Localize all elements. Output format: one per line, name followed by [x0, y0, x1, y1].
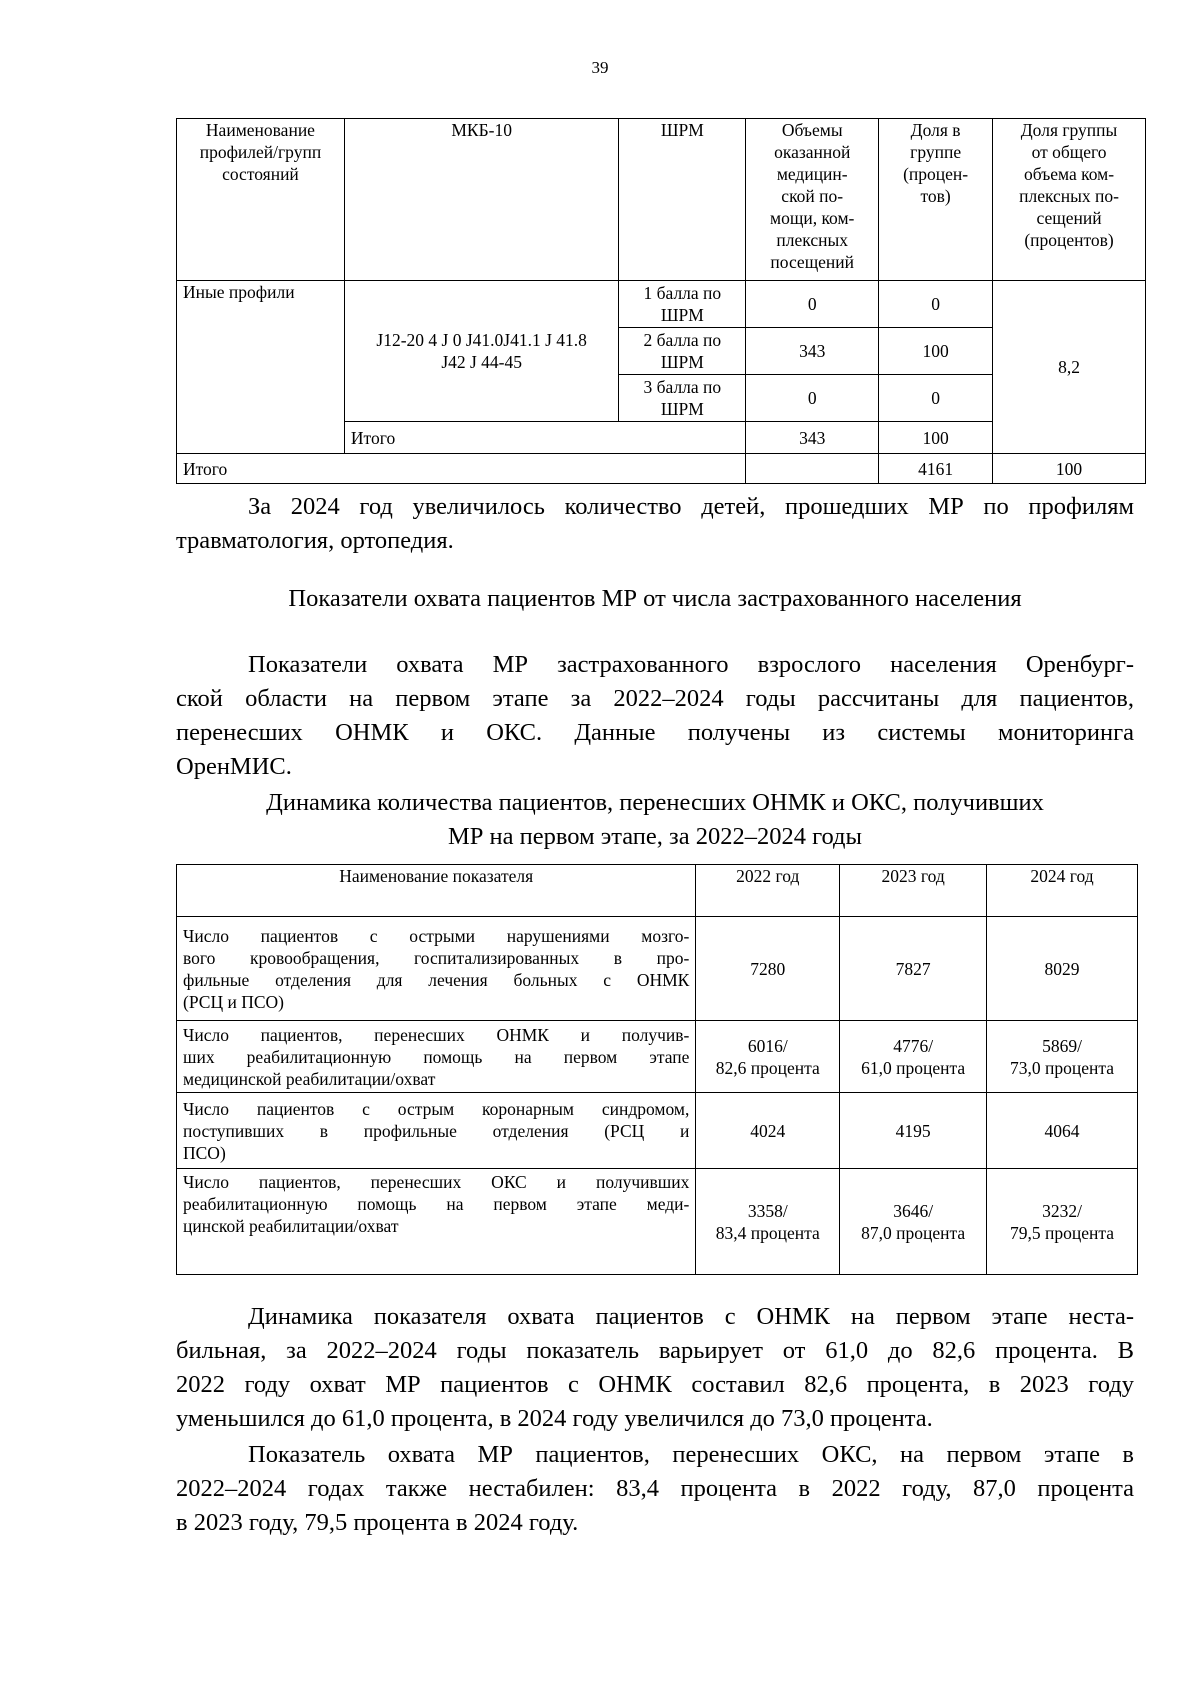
paragraph-children-rehab: За 2024 год увеличилось количество детей, прошедших МР по профилям травматология, ортопедия.	[176, 493, 1134, 554]
volume-cell: 0	[746, 281, 879, 328]
profiles-table	[176, 118, 1146, 484]
total-share: 4161	[879, 454, 993, 484]
shrm-cell: 2 балла по ШРМ	[619, 328, 746, 375]
header-volumes: Объемы оказанной медицин- ской по- мощи, ком- плексных посещений	[746, 119, 879, 281]
table-row	[177, 281, 1146, 328]
indicator-name: Число пациентов, перенесших ОНМК и получив- ших реабилитационную помощь на первом этапе медицинской реабилитации/охват	[177, 1021, 696, 1093]
header-shrm: ШРМ	[619, 119, 746, 281]
page-number: 39	[591, 58, 609, 77]
value-2022: 3358/ 83,4 процента	[696, 1169, 840, 1275]
value-2024: 3232/ 79,5 процента	[987, 1169, 1138, 1275]
header-profile: Наименование профилей/групп состояний	[177, 119, 345, 281]
group-share-cell: 8,2	[993, 281, 1146, 454]
header-2022: 2022 год	[696, 865, 840, 917]
subtotal-share: 100	[879, 422, 993, 454]
shrm-cell: 3 балла по ШРМ	[619, 375, 746, 422]
section-heading: Показатели охвата пациентов МР от числа застрахованного населения	[288, 585, 1022, 612]
header-2024: 2024 год	[987, 865, 1138, 917]
value-2022: 4024	[696, 1093, 840, 1169]
table-header-row	[177, 119, 1146, 281]
header-mkb: МКБ-10	[344, 119, 619, 281]
table2-title: Динамика количества пациентов, перенесших ОНМК и ОКС, получивших МР на первом этапе, за 2022–2024 годы	[266, 789, 1044, 850]
value-2024: 4064	[987, 1093, 1138, 1169]
header-2023: 2023 год	[840, 865, 987, 917]
share-cell: 0	[879, 375, 993, 422]
paragraph-oks-dynamics: Показатель охвата МР пациентов, перенесших ОКС, на первом этапе в 2022–2024 годах также нестабилен: 83,4 процента в 2022 году, 87,0 процента в 2023 году, 79,5 процента в 2024 году.	[176, 1441, 1134, 1536]
shrm-cell: 1 балла по ШРМ	[619, 281, 746, 328]
volume-cell: 0	[746, 375, 879, 422]
total-label: Итого	[177, 454, 746, 484]
paragraph-coverage-intro: Показатели охвата МР застрахованного взрослого населения Оренбург- ской области на первом этапе за 2022–2024 годы рассчитаны для пациентов, перенесших ОНМК и ОКС. Данные получены из системы мониторинга ОренМИС.	[176, 651, 1134, 780]
value-2023: 7827	[840, 917, 987, 1021]
indicator-name: Число пациентов с острыми нарушениями мозго- вого кровообращения, госпитализированных в про- фильные отделения для лечения больных с ОНМК (РСЦ и ПСО)	[177, 917, 696, 1021]
value-2023: 4195	[840, 1093, 987, 1169]
mkb-codes: J12-20 4 J 0 J41.0J41.1 J 41.8 J42 J 44-45	[344, 281, 619, 422]
table-row	[177, 1021, 1138, 1093]
header-share-group: Доля в группе (процен- тов)	[879, 119, 993, 281]
value-2023: 3646/ 87,0 процента	[840, 1169, 987, 1275]
profile-name: Иные профили	[177, 281, 345, 454]
subtotal-volume: 343	[746, 422, 879, 454]
table-row	[177, 1169, 1138, 1275]
indicator-name: Число пациентов с острым коронарным синдромом, поступивших в профильные отделения (РСЦ и ПСО)	[177, 1093, 696, 1169]
paragraph-onmk-dynamics: Динамика показателя охвата пациентов с ОНМК на первом этапе неста- бильная, за 2022–2024 годы показатель варьирует от 61,0 до 82,6 процента. В 2022 году охват МР пациентов с ОНМК составил 82,6 процента, в 2023 году уменьшился до 61,0 процента, в 2024 году увеличился до 73,0 процента.	[176, 1303, 1134, 1432]
dynamics-table	[176, 864, 1138, 1275]
value-2022: 7280	[696, 917, 840, 1021]
value-2024: 8029	[987, 917, 1138, 1021]
table-header-row	[177, 865, 1138, 917]
value-2024: 5869/ 73,0 процента	[987, 1021, 1138, 1093]
volume-cell: 343	[746, 328, 879, 375]
subtotal-label: Итого	[344, 422, 745, 454]
total-share-total: 100	[993, 454, 1146, 484]
table-row	[177, 917, 1138, 1021]
share-cell: 100	[879, 328, 993, 375]
total-row	[177, 454, 1146, 484]
table-row	[177, 1093, 1138, 1169]
value-2023: 4776/ 61,0 процента	[840, 1021, 987, 1093]
indicator-name: Число пациентов, перенесших ОКС и получивших реабилитационную помощь на первом этапе меди- цинской реабилитации/охват	[177, 1169, 696, 1275]
value-2022: 6016/ 82,6 процента	[696, 1021, 840, 1093]
total-volume	[746, 454, 879, 484]
share-cell: 0	[879, 281, 993, 328]
header-indicator: Наименование показателя	[177, 865, 696, 917]
header-share-total: Доля группы от общего объема ком- плексных по- сещений (процентов)	[993, 119, 1146, 281]
